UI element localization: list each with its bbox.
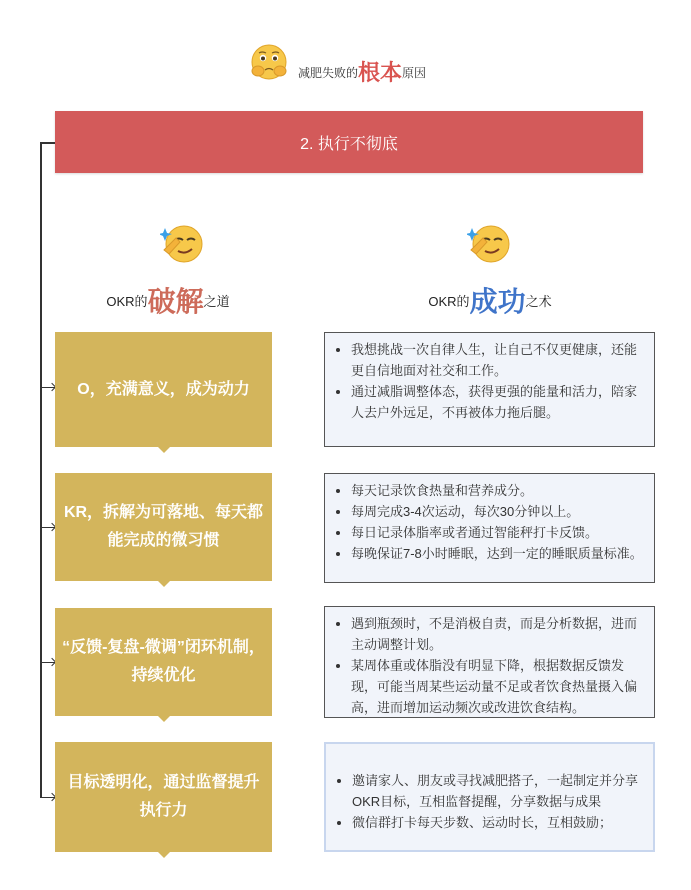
left-heading-suffix: 之道 (203, 294, 230, 309)
method-box-1 (55, 332, 272, 447)
bracket-top-connector (40, 142, 55, 144)
right-heading-prefix: OKR的 (428, 294, 470, 309)
detail-box-3 (324, 606, 655, 718)
right-heading-suffix: 之术 (525, 294, 552, 309)
left-heading-highlight: 破解 (147, 286, 204, 317)
notch (158, 447, 170, 453)
saluting-face-emoji-icon (160, 220, 206, 266)
detail-box-2 (324, 473, 655, 583)
left-column-heading (88, 280, 248, 320)
notch (158, 852, 170, 858)
detail-item: • 通过减脂调整体态，获得更强的能量和活力，陪家人去户外远足，不再被体力拖后腿。 (351, 381, 646, 423)
detail-item: • 邀请家人、朋友或寻找减肥搭子，一起制定并分享OKR目标，互相监督提醒，分享数据与成果 (352, 770, 645, 812)
left-heading-prefix: OKR的 (106, 294, 148, 309)
method-box-3 (55, 608, 272, 716)
detail-item: • 每周完成3-4次运动，每次30分钟以上。 (351, 501, 646, 522)
detail-item: • 每天记录饮食热量和营养成分。 (351, 480, 646, 501)
detail-item: • 每晚保证7-8小时睡眠，达到一定的睡眠质量标准。 (351, 543, 646, 564)
detail-item: • 微信群打卡每天步数、运动时长，互相鼓励； (352, 812, 645, 833)
page-title (298, 56, 426, 87)
title-prefix: 减肥失败的 (298, 66, 359, 80)
method-text: “反馈-复盘-微调”闭环机制，持续优化 (62, 639, 265, 684)
section-banner: 2. 执行不彻底 (55, 111, 643, 173)
detail-item: • 我想挑战一次自律人生，让自己不仅更健康，还能更自信地面对社交和工作。 (351, 339, 646, 381)
detail-box-4 (324, 742, 655, 852)
worried-face-emoji-icon (249, 42, 289, 82)
right-heading-highlight: 成功 (469, 286, 526, 317)
detail-box-1 (324, 332, 655, 447)
method-text: O，充满意义，成为动力 (77, 380, 250, 398)
title-highlight: 根本 (358, 60, 403, 85)
detail-item: • 每日记录体脂率或者通过智能秤打卡反馈。 (351, 522, 646, 543)
bracket-line (40, 142, 42, 798)
detail-item: • 某周体重或体脂没有明显下降，根据数据反馈发现，可能当周某些运动量不足或者饮食热量摄入偏高，进而增加运动频次或改进饮食结构。 (351, 655, 646, 718)
notch (158, 581, 170, 587)
method-text: KR，拆解为可落地、每天都能完成的微习惯 (63, 504, 264, 549)
notch (158, 716, 170, 722)
detail-item: • 遇到瓶颈时，不是消极自责，而是分析数据，进而主动调整计划。 (351, 613, 646, 655)
method-box-2 (55, 473, 272, 581)
saluting-face-emoji-icon (467, 220, 513, 266)
method-box-4 (55, 742, 272, 852)
right-column-heading (405, 280, 575, 320)
title-suffix: 原因 (402, 66, 427, 80)
method-text: 目标透明化，通过监督提升执行力 (67, 774, 260, 819)
